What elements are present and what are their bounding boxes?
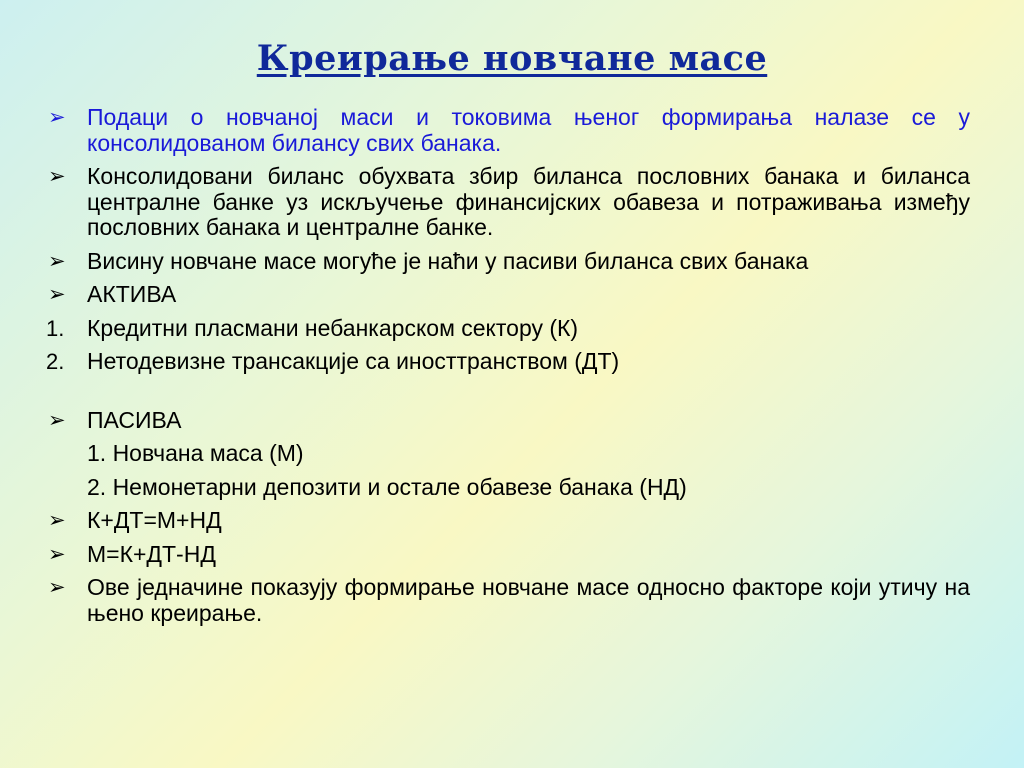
arrow-bullet-icon: ➢ [48, 249, 66, 273]
bullet-item [46, 508, 970, 534]
list-number: 1. [46, 315, 65, 341]
sub-item-text: 1. Новчана маса (М) [87, 440, 304, 466]
arrow-bullet-icon: ➢ [48, 509, 66, 532]
bullet-item [46, 249, 970, 275]
sub-item [46, 475, 970, 501]
bullet-text: Висину новчане масе могуће је наћи у пасиви биланса свих банака [87, 247, 809, 274]
bullet-item [46, 575, 970, 626]
bullet-text: ПАСИВА [87, 406, 182, 433]
numbered-text: Кредитни пласмани небанкарском сектору (К) [87, 314, 579, 341]
bullet-item [46, 105, 970, 156]
sub-item-text: 2. Немонетарни депозити и остале обавезе банака (НД) [87, 473, 687, 500]
slide-title: Креирање новчане масе [256, 38, 768, 79]
bullet-text: Консолидовани биланс обухвата збир биланса пословних банака и биланса централне банке уз искључење финансијских обавеза и потраживања између пословних банака и централне банке. [87, 163, 970, 240]
bullet-item [46, 164, 970, 241]
arrow-bullet-icon: ➢ [48, 542, 66, 566]
numbered-text: Нетодевизне трансакције са иносттранством (ДТ) [87, 348, 620, 374]
arrow-bullet-icon: ➢ [48, 283, 66, 306]
arrow-bullet-icon: ➢ [48, 576, 66, 599]
bullet-text: АКТИВА [87, 281, 177, 307]
arrow-bullet-icon: ➢ [48, 165, 66, 188]
list-number: 2. [46, 349, 65, 374]
equation-text: М=К+ДТ-НД [87, 540, 216, 567]
bullet-item [46, 408, 970, 434]
arrow-bullet-icon: ➢ [48, 408, 66, 432]
bullet-text: Ове једначине показују формирање новчане масе односно факторе који утичу на њено креирање. [87, 574, 970, 626]
arrow-bullet-icon: ➢ [48, 106, 66, 129]
bullet-item [46, 542, 970, 568]
sub-item [46, 441, 970, 467]
bullet-text: Подаци о новчаној маси и токовима њеног формирања налазе се у консолидованом билансу свих банака. [87, 104, 970, 156]
numbered-item [46, 316, 970, 342]
equation-text: К+ДТ=М+НД [87, 507, 222, 533]
bullet-item [46, 282, 970, 308]
numbered-item [46, 349, 970, 375]
slide-content [46, 105, 970, 626]
